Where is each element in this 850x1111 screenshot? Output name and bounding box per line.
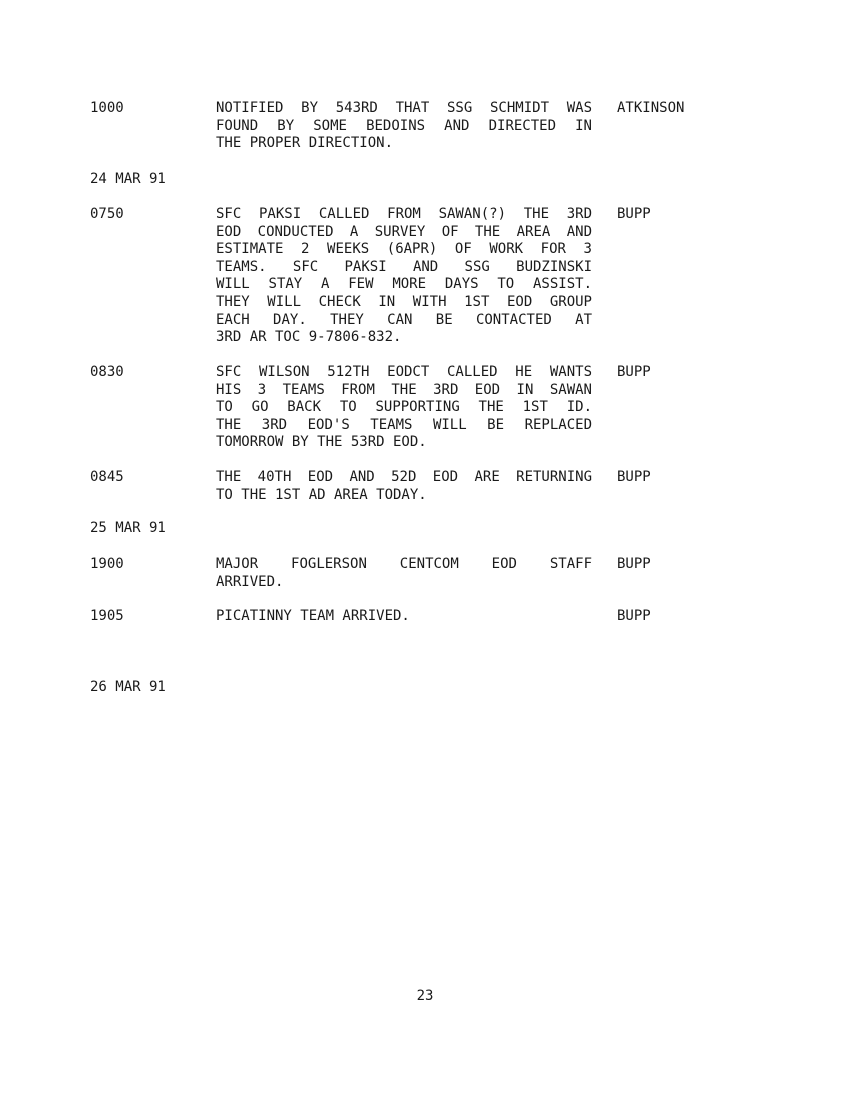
entry-text-line: TOMORROW BY THE 53RD EOD. (216, 434, 427, 451)
entry-text-line: WILL STAY A FEW MORE DAYS TO ASSIST. (216, 276, 592, 293)
date-heading: 24 MAR 91 (90, 171, 166, 187)
entry-text-line: EOD CONDUCTED A SURVEY OF THE AREA AND (216, 223, 592, 240)
entry-text-line: THEY WILL CHECK IN WITH 1ST EOD GROUP (216, 293, 592, 310)
entry-time: 0750 (90, 206, 124, 222)
entry-text (216, 556, 592, 591)
entry-text-line: THE 3RD EOD'S TEAMS WILL BE REPLACED (216, 416, 592, 433)
entry-text-line: PICATINNY TEAM ARRIVED. (216, 608, 410, 624)
entry-time: 0830 (90, 364, 124, 380)
entry-text-line: EACH DAY. THEY CAN BE CONTACTED AT (216, 311, 592, 328)
entry-author: ATKINSON (617, 100, 685, 116)
entry-text (216, 608, 592, 626)
entry-time: 1900 (90, 556, 124, 572)
entry-time: 1905 (90, 608, 124, 624)
entry-time: 0845 (90, 469, 124, 485)
entry-author: BUPP (617, 556, 651, 572)
entry-text-line: ARRIVED. (216, 573, 284, 590)
entry-author: BUPP (617, 206, 651, 222)
page-number: 23 (416, 988, 434, 1004)
entry-text (216, 469, 592, 504)
date-heading: 25 MAR 91 (90, 520, 166, 536)
entry-text-line: THE 40TH EOD AND 52D EOD ARE RETURNING (216, 469, 592, 485)
entry-text-line: HIS 3 TEAMS FROM THE 3RD EOD IN SAWAN (216, 381, 592, 398)
entry-text-line: 3RD AR TOC 9-7806-832. (216, 329, 402, 346)
entry-text-line: TEAMS. SFC PAKSI AND SSG BUDZINSKI (216, 258, 592, 275)
entry-author: BUPP (617, 469, 651, 485)
entry-text (216, 100, 592, 153)
entry-text-line: MAJOR FOGLERSON CENTCOM EOD STAFF (216, 556, 592, 572)
entry-text-line: THE PROPER DIRECTION. (216, 135, 394, 152)
date-heading: 26 MAR 91 (90, 679, 166, 695)
entry-text-line: TO GO BACK TO SUPPORTING THE 1ST ID. (216, 399, 592, 416)
entry-author: BUPP (617, 364, 651, 380)
entry-text-line: TO THE 1ST AD AREA TODAY. (216, 486, 427, 503)
entry-text (216, 364, 592, 452)
entry-text-line: FOUND BY SOME BEDOINS AND DIRECTED IN (216, 117, 592, 134)
entry-text (216, 206, 592, 347)
entry-text-line: ESTIMATE 2 WEEKS (6APR) OF WORK FOR 3 (216, 241, 592, 258)
entry-text-line: SFC WILSON 512TH EODCT CALLED HE WANTS (216, 364, 592, 380)
entry-text-line: SFC PAKSI CALLED FROM SAWAN(?) THE 3RD (216, 206, 592, 222)
entry-author: BUPP (617, 608, 651, 624)
entry-time: 1000 (90, 100, 124, 116)
entry-text-line: NOTIFIED BY 543RD THAT SSG SCHMIDT WAS (216, 100, 592, 116)
